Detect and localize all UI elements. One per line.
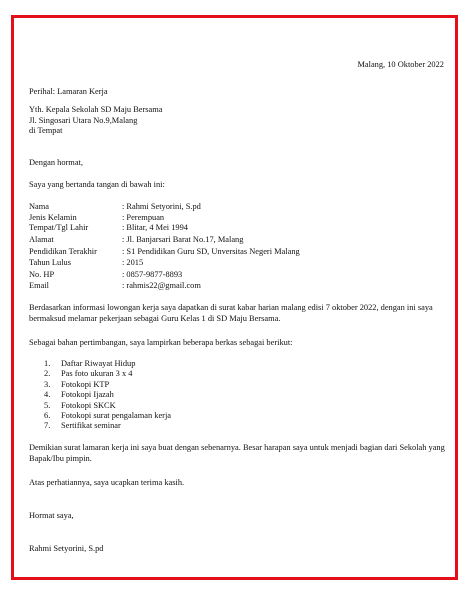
info-label: No. HP <box>29 269 55 279</box>
info-value: : Jl. Banjarsari Barat No.17, Malang <box>122 235 244 244</box>
info-value: : rahmis22@gmail.com <box>122 281 201 290</box>
info-value: : 0857-9877-8893 <box>122 269 183 279</box>
info-row-phone <box>29 270 182 281</box>
attachments-list <box>44 359 171 432</box>
info-row-graduation <box>29 258 143 269</box>
list-item <box>44 421 171 431</box>
list-item <box>44 369 171 379</box>
list-item <box>44 411 171 421</box>
info-label: Tempat/Tgl Lahir <box>29 223 89 232</box>
list-text: Fotokopi SKCK <box>61 400 116 410</box>
thanks-text: Atas perhatiannya, saya ucapkan terima kasih. <box>29 478 185 487</box>
list-item <box>44 359 171 369</box>
list-text: Daftar Riwayat Hidup <box>61 359 136 368</box>
list-text: Sertifikat seminar <box>61 421 121 431</box>
recipient-line-1: Yth. Kepala Sekolah SD Maju Bersama <box>29 105 163 114</box>
list-text: Fotokopi KTP <box>61 379 110 389</box>
info-row-email <box>29 281 201 292</box>
list-number: 4. <box>44 390 51 400</box>
list-item <box>44 401 171 411</box>
info-value: : Blitar, 4 Mei 1994 <box>122 223 188 232</box>
list-item <box>44 380 171 390</box>
signature-name: Rahmi Setyorini, S.pd <box>29 544 104 553</box>
list-text: Fotokopi surat pengalaman kerja <box>61 410 172 420</box>
info-label: Email <box>29 281 50 290</box>
signoff: Hormat saya, <box>29 511 74 520</box>
info-row-address <box>29 235 243 246</box>
recipient-line-3: di Tempat <box>29 126 63 135</box>
list-number: 3. <box>44 379 51 389</box>
info-label: Nama <box>29 202 49 211</box>
list-number: 5. <box>44 400 51 410</box>
list-number: 6. <box>44 410 51 420</box>
info-label: Tahun Lulus <box>29 258 71 267</box>
info-value: : 2015 <box>122 258 144 267</box>
closing-paragraph: Demikian surat lamaran kerja ini saya buat dengan sebenarnya. Besar harapan saya untuk menjadi bagian dari Sekolah yang Bapak/Ibu pimpin. <box>29 443 445 463</box>
info-label: Alamat <box>29 235 54 244</box>
list-text: Fotokopi Ijazah <box>61 390 114 400</box>
info-label: Pendidikan Terakhir <box>29 246 97 256</box>
list-item <box>44 390 171 400</box>
info-value: : Perempuan <box>122 212 165 222</box>
info-label: Jenis Kelamin <box>29 212 77 222</box>
info-row-birth <box>29 223 188 234</box>
list-number: 2. <box>44 369 51 379</box>
info-row-name <box>29 202 201 213</box>
info-value: : S1 Pendidikan Guru SD, Unversitas Negeri Malang <box>122 246 300 256</box>
list-number: 1. <box>44 359 51 368</box>
list-number: 7. <box>44 421 51 431</box>
recipient-line-2: Jl. Singosari Utara No.9,Malang <box>29 115 138 125</box>
info-value: : Rahmi Setyorini, S.pd <box>122 202 201 211</box>
letter-subject: Perihal: Lamaran Kerja <box>29 87 108 96</box>
greeting: Dengan hormat, <box>29 158 83 167</box>
letter-date: Malang, 10 Oktober 2022 <box>357 60 444 69</box>
info-row-education <box>29 247 300 258</box>
body-paragraph: Berdasarkan informasi lowongan kerja saya dapatkan di surat kabar harian malang edisi 7 oktober 2022, dengan ini saya bermaksud melamar pekerjaan sebagai Guru Kelas 1 di SD Maju Bersama. <box>29 303 433 323</box>
info-row-gender <box>29 213 164 224</box>
intro-text: Saya yang bertanda tangan di bawah ini: <box>29 180 165 189</box>
list-text: Pas foto ukuran 3 x 4 <box>61 369 133 379</box>
attachments-intro: Sebagai bahan pertimbangan, saya lampirkan beberapa berkas sebagai berikut: <box>29 338 293 347</box>
